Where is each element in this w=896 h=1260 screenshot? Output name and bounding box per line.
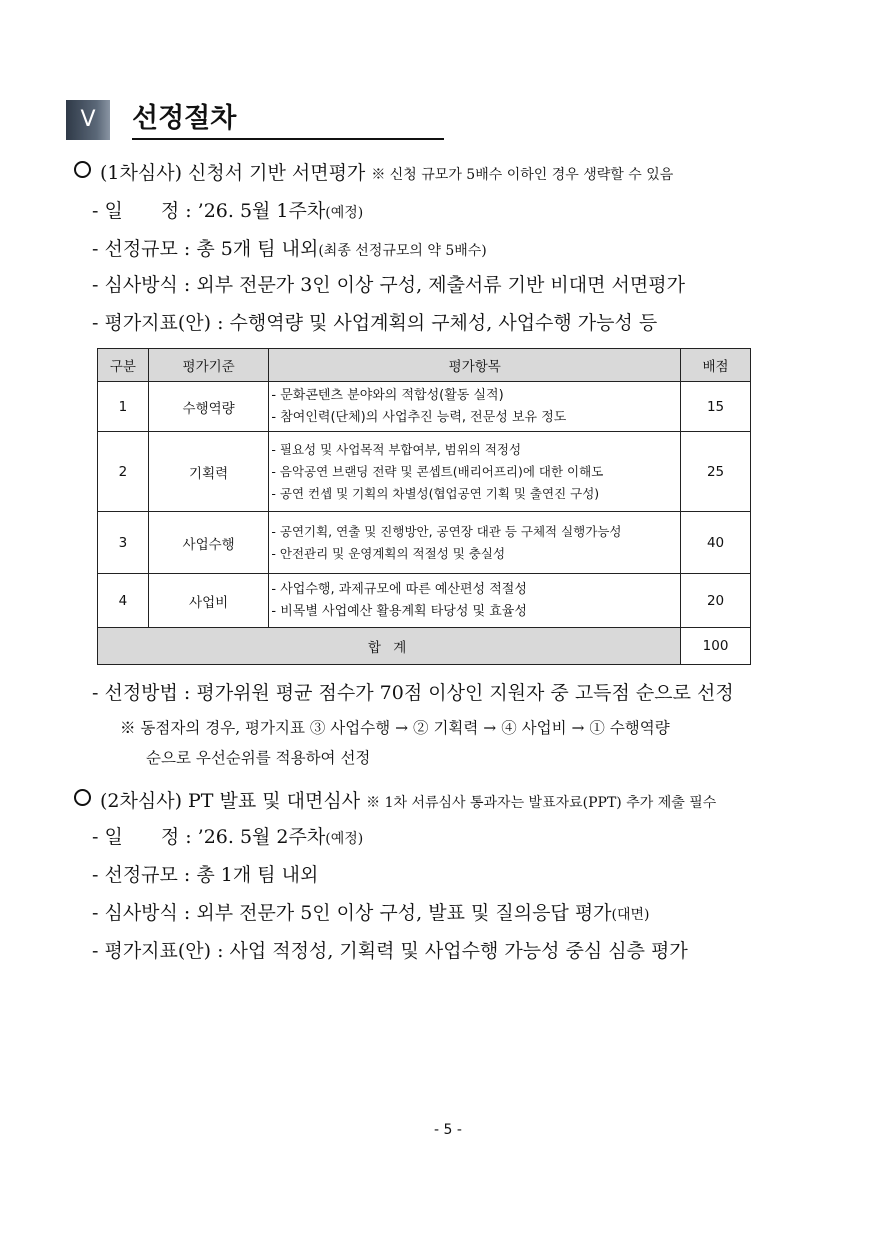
stage1-item-schedule bbox=[92, 196, 363, 223]
item-text: - 평가지표(안) : 수행역량 및 사업계획의 구체성, 사업수행 가능성 등 bbox=[92, 312, 658, 334]
row-item-line: - 공연기획, 연출 및 진행방안, 공연장 대관 등 구체적 실행가능성 bbox=[271, 523, 622, 539]
total-label: 합 계 bbox=[98, 628, 681, 665]
row-no: 4 bbox=[98, 574, 149, 628]
section-title: 선정절차 bbox=[132, 100, 444, 140]
stage1-item-method bbox=[92, 270, 685, 297]
tie-note-line2: 순으로 우선순위를 적용하여 선정 bbox=[146, 749, 371, 767]
item-text: - 선정규모 : 총 1개 팀 내외 bbox=[92, 864, 319, 886]
row-item-line: - 필요성 및 사업목적 부합여부, 범위의 적정성 bbox=[271, 441, 522, 457]
stage1-selection-method: - 선정방법 : 평가위원 평균 점수가 70점 이상인 지원자 중 고득점 순으로 선정 bbox=[92, 682, 734, 704]
circle-bullet-icon bbox=[74, 161, 91, 178]
row-criterion: 사업비 bbox=[148, 574, 269, 628]
table-header-row bbox=[98, 349, 751, 382]
row-item-line: - 공연 컨셉 및 기획의 차별성(협업공연 기획 및 출연진 구성) bbox=[271, 485, 600, 501]
page-number: - 5 - bbox=[434, 1122, 462, 1138]
stage1-item-scale bbox=[92, 234, 487, 261]
row-criterion: 수행역량 bbox=[148, 382, 269, 432]
item-text: - 심사방식 : 외부 전문가 3인 이상 구성, 제출서류 기반 비대면 서면평가 bbox=[92, 274, 685, 296]
col-header-items: 평가항목 bbox=[269, 349, 681, 382]
row-item-line: - 문화콘텐츠 분야와의 적합성(활동 실적) bbox=[271, 387, 504, 403]
row-items bbox=[269, 512, 681, 574]
col-header-no: 구분 bbox=[98, 349, 149, 382]
stage1-heading-text: (1차심사) 신청서 기반 서면평가 bbox=[100, 162, 366, 184]
row-item-line: - 사업수행, 과제규모에 따른 예산편성 적절성 bbox=[271, 581, 527, 597]
table-row bbox=[98, 382, 751, 432]
row-item-line: - 참여인력(단체)의 사업추진 능력, 전문성 보유 정도 bbox=[271, 409, 567, 425]
table-row bbox=[98, 574, 751, 628]
row-no: 3 bbox=[98, 512, 149, 574]
row-item-line: - 음악공연 브랜딩 전략 및 콘셉트(배리어프리)에 대한 이해도 bbox=[271, 463, 604, 479]
row-criterion: 사업수행 bbox=[148, 512, 269, 574]
table-row bbox=[98, 432, 751, 512]
row-item-line: - 안전관리 및 운영계획의 적절성 및 충실성 bbox=[271, 545, 506, 561]
circle-bullet-icon bbox=[74, 789, 91, 806]
evaluation-table bbox=[97, 348, 751, 665]
item-text: - 선정규모 : 총 5개 팀 내외 bbox=[92, 238, 319, 260]
row-score: 25 bbox=[681, 432, 751, 512]
stage2-item-scale bbox=[92, 860, 318, 887]
stage2-heading-text: (2차심사) PT 발표 및 대면심사 bbox=[100, 790, 361, 812]
col-header-score: 배점 bbox=[681, 349, 751, 382]
stage1-heading-note: ※ 신청 규모가 5배수 이하인 경우 생략할 수 있음 bbox=[371, 167, 674, 183]
stage1-item-index bbox=[92, 308, 657, 335]
stage2-heading-note: ※ 1차 서류심사 통과자는 발표자료(PPT) 추가 제출 필수 bbox=[366, 795, 717, 811]
table-row bbox=[98, 512, 751, 574]
tie-note-line1: ※ 동점자의 경우, 평가지표 ③ 사업수행 → ② 기획력 → ④ 사업비 → ① 수행역량 bbox=[120, 719, 670, 737]
col-header-criterion: 평가기준 bbox=[148, 349, 269, 382]
row-criterion: 기획력 bbox=[148, 432, 269, 512]
stage2-item-index bbox=[92, 936, 688, 963]
row-no: 1 bbox=[98, 382, 149, 432]
table-total-row bbox=[98, 628, 751, 665]
section-number: Ⅴ bbox=[66, 100, 110, 140]
total-score: 100 bbox=[681, 628, 751, 665]
item-text: - 평가지표(안) : 사업 적정성, 기획력 및 사업수행 가능성 중심 심층 평가 bbox=[92, 940, 688, 962]
item-text: - 일 정 : ’26. 5월 2주차 bbox=[92, 826, 326, 848]
row-score: 20 bbox=[681, 574, 751, 628]
item-text: - 일 정 : ’26. 5월 1주차 bbox=[92, 200, 326, 222]
stage2-heading bbox=[74, 786, 716, 813]
row-score: 40 bbox=[681, 512, 751, 574]
row-items bbox=[269, 574, 681, 628]
row-item-line: - 비목별 사업예산 활용계획 타당성 및 효율성 bbox=[271, 603, 527, 619]
item-note: (예정) bbox=[325, 831, 364, 847]
item-text: - 심사방식 : 외부 전문가 5인 이상 구성, 발표 및 질의응답 평가 bbox=[92, 902, 612, 924]
row-items bbox=[269, 432, 681, 512]
row-score: 15 bbox=[681, 382, 751, 432]
item-note: (예정) bbox=[325, 205, 364, 221]
item-note: (대면) bbox=[611, 907, 650, 923]
stage1-heading bbox=[74, 158, 673, 185]
stage2-item-method bbox=[92, 898, 650, 925]
stage2-item-schedule bbox=[92, 822, 363, 849]
item-note: (최종 선정규모의 약 5배수) bbox=[318, 243, 487, 259]
row-no: 2 bbox=[98, 432, 149, 512]
row-items bbox=[269, 382, 681, 432]
